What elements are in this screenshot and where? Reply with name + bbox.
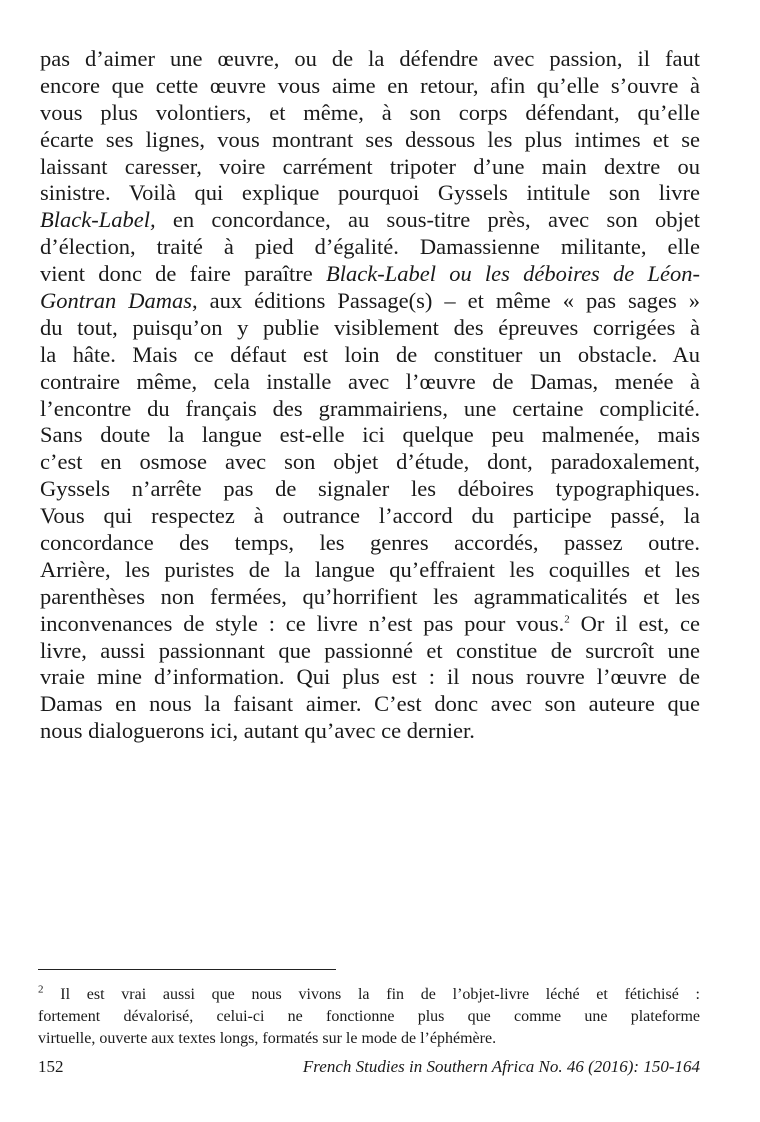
footnote-line: fortement dévalorisé, celui-ci ne fonctionne plus que comme une plateforme [38, 1008, 700, 1025]
text-segment: en concordance, au sous-titre près, avec son objet [155, 207, 700, 233]
text-line: Damas en nous la faisant aimer. C’est donc avec son auteure que [40, 691, 700, 717]
text-line: d’élection, traité à pied d’égalité. Damassienne militante, elle [40, 234, 700, 260]
text-line: Arrière, les puristes de la langue qu’effraient les coquilles et les [40, 556, 700, 582]
text-line: laissant caresser, voire carrément tripoter d’une main dextre ou [40, 153, 700, 179]
text-line: l’encontre du français des grammairiens, une certaine complicité. [40, 395, 700, 421]
text-line: c’est en osmose avec son objet d’étude, dont, paradoxalement, [40, 449, 700, 475]
page-footer [38, 1055, 700, 1079]
text-segment: inconvenances de style : ce livre n’est pas pour vous. [40, 610, 565, 636]
text-segment: Il est vrai aussi que nous vivons la fin de l’objet-livre léché et fétichisé : [43, 986, 700, 1003]
page-number: 152 [38, 1057, 64, 1076]
footnote-line: virtuelle, ouverte aux textes longs, formatés sur le mode de l’éphémère. [38, 1030, 497, 1047]
text-line: Vous qui respectez à outrance l’accord du participe passé, la [40, 503, 700, 529]
footnote-reference[interactable]: 2 [564, 613, 570, 626]
text-segment: vient donc de faire paraître [40, 261, 327, 287]
text-line [40, 611, 700, 638]
text-line [40, 288, 700, 315]
footnote-separator [38, 969, 336, 970]
book-title-italic: Gontran Damas [40, 288, 193, 314]
text-line: du tout, puisqu’on y publie visiblement des épreuves corrigées à [40, 314, 700, 340]
footnote-line [38, 984, 700, 1006]
text-line: Gyssels n’arrête pas de signaler les déboires typographiques. [40, 476, 700, 502]
text-line [40, 207, 700, 234]
text-line: sinistre. Voilà qui explique pourquoi Gyssels intitule son livre [40, 180, 700, 206]
text-line: Sans doute la langue est-elle ici quelque peu malmenée, mais [40, 422, 700, 448]
text-line: livre, aussi passionnant que passionné et constitue de surcroît une [40, 637, 700, 663]
journal-citation: French Studies in Southern Africa No. 46 (2016): 150-164 [302, 1057, 700, 1076]
footnote-marker: 2 [38, 983, 44, 996]
footnote [38, 984, 700, 1050]
text-line: nous dialoguerons ici, autant qu’avec ce dernier. [40, 718, 475, 744]
text-line [40, 261, 700, 288]
text-line: la hâte. Mais ce défaut est loin de constituer un obstacle. Au [40, 341, 700, 367]
text-line: concordance des temps, les genres accordés, passez outre. [40, 530, 700, 556]
book-title-italic: Black-Label ou les déboires de Léon- [326, 261, 700, 287]
book-title-italic: Black-Label, [40, 207, 156, 233]
text-line: contraire même, cela installe avec l’œuvre de Damas, menée à [40, 368, 700, 394]
text-line: encore que cette œuvre vous aime en retour, afin qu’elle s’ouvre à [40, 72, 700, 98]
text-line: vous plus volontiers, et même, à son corps défendant, qu’elle [40, 99, 700, 125]
text-line: pas d’aimer une œuvre, ou de la défendre avec passion, il faut [40, 46, 700, 71]
body-text [40, 46, 700, 745]
text-segment: Or il est, ce [569, 610, 700, 636]
text-line: vraie mine d’information. Qui plus est : il nous rouvre l’œuvre de [40, 664, 700, 690]
text-line: écarte ses lignes, vous montrant ses dessous les plus intimes et se [40, 126, 700, 152]
text-line: parenthèses non fermées, qu’horrifient les agrammaticalités et les [40, 583, 700, 609]
text-segment: , aux éditions Passage(s) – et même « pas sages » [192, 288, 700, 314]
